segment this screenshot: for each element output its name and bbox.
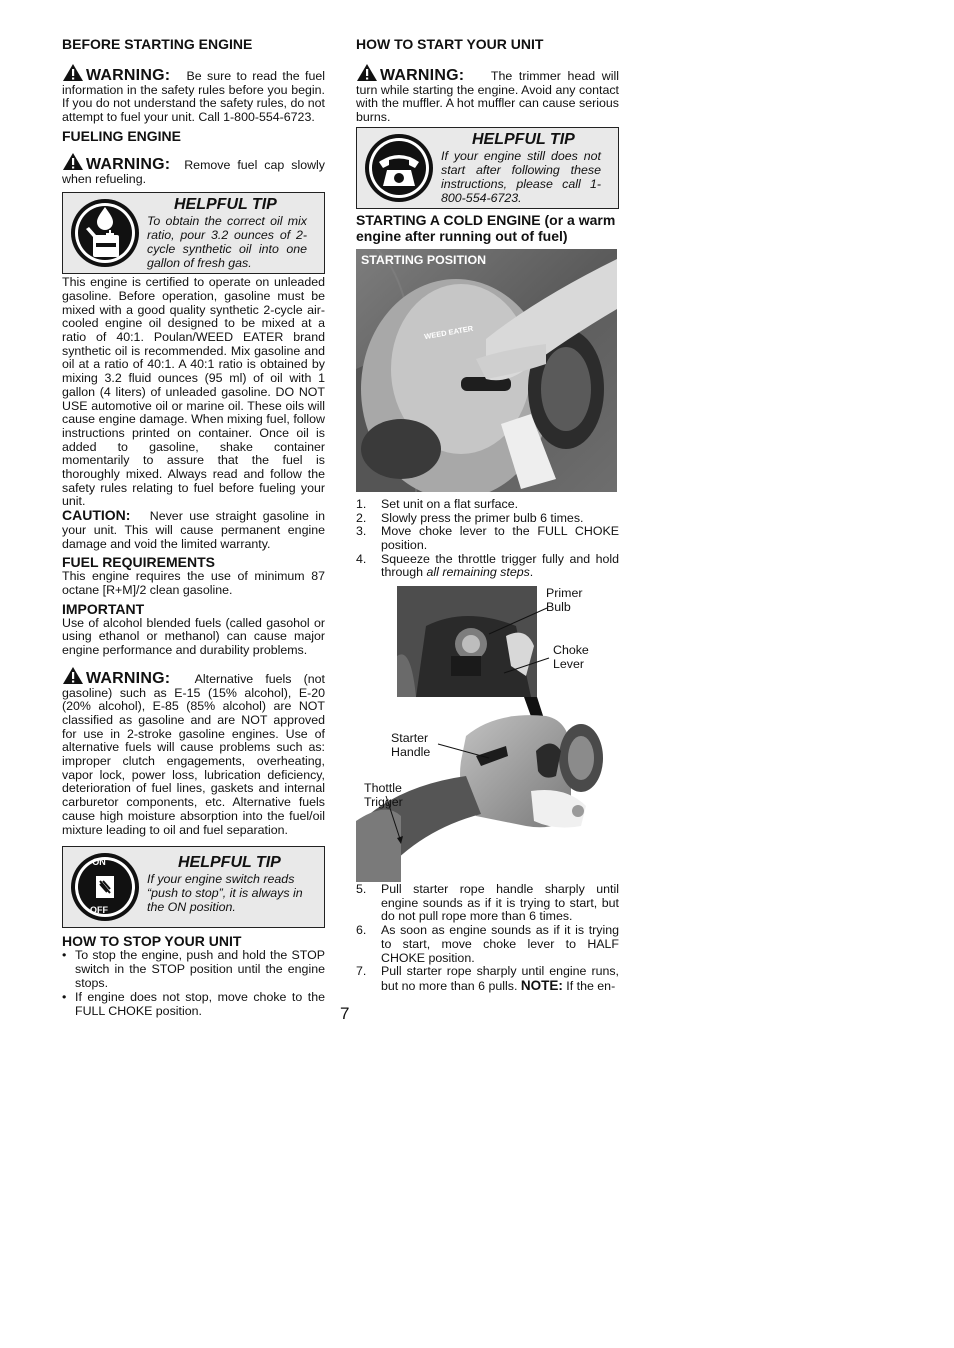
fuel-requirements-heading: FUEL REQUIREMENTS: [62, 554, 215, 571]
fuel-mix-paragraph: This engine is certified to operate on unleaded gasoline. Before operation, gasoline must be mixed with a good quality synthetic 2-cycle air-cooled engine oil designed to be mixed at a ratio of 40:1. Poulan/WEED EATER brand synthetic oil is recommended. Mix gasoline and oil at a ratio of 40:1. A 40:1 ratio is obtained by mixing 3.2 fluid ounces (95 ml) of oil with 1 gallon (4 liters) of unleaded gasoline. DO NOT USE automotive oil or marine oil. These oils will cause engine damage. When mixing fuel, follow instructions printed on container. Once oil is added to gasoline, shake container momentarily to assure that the fuel is thoroughly mixed. Always read and follow the safety rules relating to fuel before fueling your unit.: [62, 275, 325, 509]
stop-bullet: • To stop the engine, push and hold the STOP switch in the STOP position until the engine stops.: [62, 948, 325, 990]
caution-text: Never use straight gasoline in your unit. This will cause permanent engine damage and void the limited warranty.: [62, 509, 325, 551]
start-unit-heading: HOW TO START YOUR UNIT: [356, 36, 544, 52]
list-item: 2. Slowly press the primer bulb 6 times.: [356, 510, 584, 525]
page-number: 7: [340, 1004, 350, 1023]
fuel-can-oil-drop-icon: [69, 197, 141, 269]
controls-diagram: [356, 586, 619, 882]
important-heading: IMPORTANT: [62, 600, 145, 617]
lever-label: Lever: [553, 657, 584, 672]
before-starting-heading: BEFORE STARTING ENGINE: [62, 36, 253, 52]
warning-trimmer-head: [356, 63, 619, 125]
warning-label: WARNING:: [86, 67, 171, 84]
caution-label: CAUTION:: [62, 507, 131, 524]
warning-triangle-icon: [62, 63, 84, 82]
telephone-icon: [363, 132, 435, 204]
steps-list-1: [356, 498, 619, 580]
caution-straight-gasoline: [62, 509, 325, 551]
tip-text: If your engine still does not start after following these instructions, please call 1-800-554-6723.: [441, 148, 601, 205]
warning-label: WARNING:: [86, 669, 171, 687]
important-text: Use of alcohol blended fuels (called gasohol or using ethanol or methanol) can cause major engine performance and durability problems.: [62, 615, 325, 658]
warning-alternative-fuels: [62, 666, 325, 837]
trimmer-starting-position-illustration: [356, 249, 617, 492]
warning-fuel-cap: [62, 152, 325, 186]
starter-label: Starter: [391, 731, 429, 746]
list-item: 1. Set unit on a flat surface.: [356, 496, 519, 511]
warning-triangle-icon: [62, 666, 84, 685]
warning-label: WARNING:: [86, 155, 171, 173]
tip-title: HELPFUL TIP: [174, 196, 277, 214]
warning-label: WARNING:: [380, 67, 465, 84]
tip-title: HELPFUL TIP: [178, 854, 281, 872]
tip-title: HELPFUL TIP: [472, 130, 575, 148]
switch-on-label: ON: [92, 857, 106, 868]
list-item: 4. Squeeze the throttle trigger fully and hold through all remaining steps.: [356, 551, 619, 580]
choke-label: Choke: [553, 643, 589, 658]
steps-list-2: [356, 883, 619, 994]
throttle-label: Thottle: [364, 781, 402, 796]
fuel-requirements-text: This engine requires the use of minimum 87 octane [R+M]/2 clean gasoline.: [62, 569, 325, 597]
helpful-tip-call: [356, 127, 619, 209]
primer-label: Primer: [546, 586, 583, 601]
trigger-label: Trigger: [364, 795, 403, 810]
right-column: [356, 36, 619, 994]
list-item: 7. Pull starter rope sharply until engine runs, but no more than 6 pulls. NOTE: If the en-: [356, 964, 619, 993]
fueling-engine-heading: FUELING ENGINE: [62, 127, 182, 144]
warning-text: Alternative fuels (not gasoline) such as E-15 (15% alcohol), E-20 (20% alcohol), E-85 (85% alcohol) are NOT classified as gasoline and are NOT approved for use in 2-stroke gasoline engines. Use of alternative fuels will cause problems such as: improper clutch engagements, overheating, vapor lock, power loss, lubrication deficiency, deterioration of fuel lines, gaskets and internal carburetor components, etc. Alternative fuels cause high moisture absorption into the fuel/oil mixture leading to oil and fuel separation.: [62, 671, 326, 837]
starting-position-label: STARTING POSITION: [361, 252, 487, 267]
bulb-label: Bulb: [546, 600, 571, 615]
stop-unit-heading: HOW TO STOP YOUR UNIT: [62, 933, 242, 950]
weed-eater-brand-label: WEED EATER: [423, 323, 474, 342]
tip-text: To obtain the correct oil mix ratio, pour 3.2 ounces of 2-cycle synthetic oil into one gallon of fresh gas.: [147, 214, 307, 271]
left-column: [62, 36, 325, 1019]
warning-text: Be sure to read the fuel information in the safety rules before you begin. If you do not understand the safety rules, do not attempt to fuel your unit. Call 1-800-554-6723.: [62, 69, 326, 125]
helpful-tip-switch: [62, 846, 325, 928]
warning-triangle-icon: [62, 152, 84, 171]
stop-bullet: • If engine does not stop, move choke to the FULL CHOKE position.: [62, 990, 325, 1019]
tip-text: If your engine switch reads “push to stop”, it is always in the ON position.: [147, 872, 303, 915]
cold-engine-heading: STARTING A COLD ENGINE (or a warm engine after running out of fuel): [356, 211, 616, 244]
helpful-tip-oil-mix: [62, 192, 325, 274]
starting-position-photo: [356, 249, 617, 492]
list-item: 5. Pull starter rope handle sharply until engine sounds as if it is trying to start, but do not pull rope more than 6 times.: [356, 882, 619, 924]
warning-triangle-icon: [356, 63, 378, 82]
handle-label: Handle: [391, 745, 431, 760]
warning-text: Remove fuel cap slowly when refueling.: [62, 157, 326, 186]
list-item: 3. Move choke lever to the FULL CHOKE position.: [356, 524, 619, 552]
warning-text: The trimmer head will turn while starting the engine. Avoid any contact with the muffler. A hot muffler can cause serious burns.: [356, 69, 619, 125]
list-item: 6. As soon as engine sounds as if it is trying to start, move choke lever to HALF CHOKE position.: [356, 923, 619, 965]
switch-off-label: OFF: [90, 905, 108, 916]
warning-fuel-info: [62, 63, 325, 125]
